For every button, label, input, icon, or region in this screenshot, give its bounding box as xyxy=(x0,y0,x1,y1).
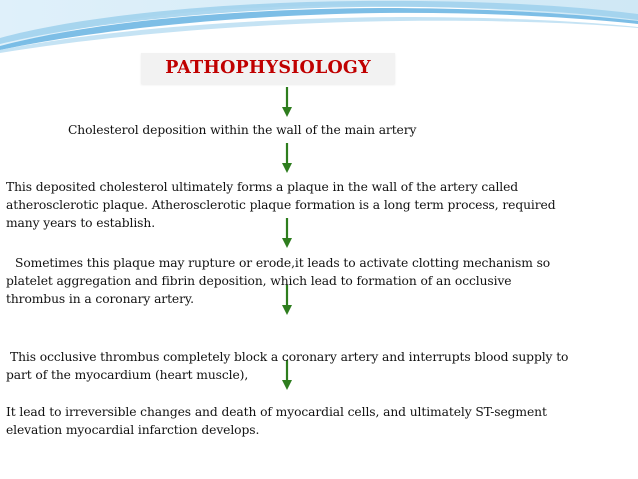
step-3-text xyxy=(6,254,550,308)
text-line: This occlusive thrombus completely block a coronary artery and interrupts blood supply to xyxy=(10,350,569,364)
text-line: thrombus in a coronary artery. xyxy=(6,292,194,306)
flow-arrow-down-icon xyxy=(282,143,292,173)
text-line: atherosclerotic plaque. Atherosclerotic plaque formation is a long term process, required xyxy=(6,198,556,212)
step-1-text xyxy=(68,121,416,139)
text-line: platelet aggregation and fibrin deposition, which lead to formation of an occlusive xyxy=(6,274,512,288)
text-line: Cholesterol deposition within the wall of the main artery xyxy=(68,123,417,137)
text-line: Sometimes this plaque may rupture or erode,it leads to activate clotting mechanism so xyxy=(15,256,551,270)
step-2-text xyxy=(6,178,555,232)
text-line: elevation myocardial infarction develops. xyxy=(6,423,260,437)
text-line: It lead to irreversible changes and death of myocardial cells, and ultimately ST-segment xyxy=(6,405,547,419)
step-5-text xyxy=(6,403,547,439)
text-line: part of the myocardium (heart muscle), xyxy=(6,368,249,382)
text-line: This deposited cholesterol ultimately forms a plaque in the wall of the artery called xyxy=(6,180,519,194)
slide-title: PATHOPHYSIOLOGY xyxy=(141,53,395,84)
flow-arrow-down-icon xyxy=(282,87,292,117)
text-line: many years to establish. xyxy=(6,216,156,230)
step-4-text xyxy=(6,348,568,384)
